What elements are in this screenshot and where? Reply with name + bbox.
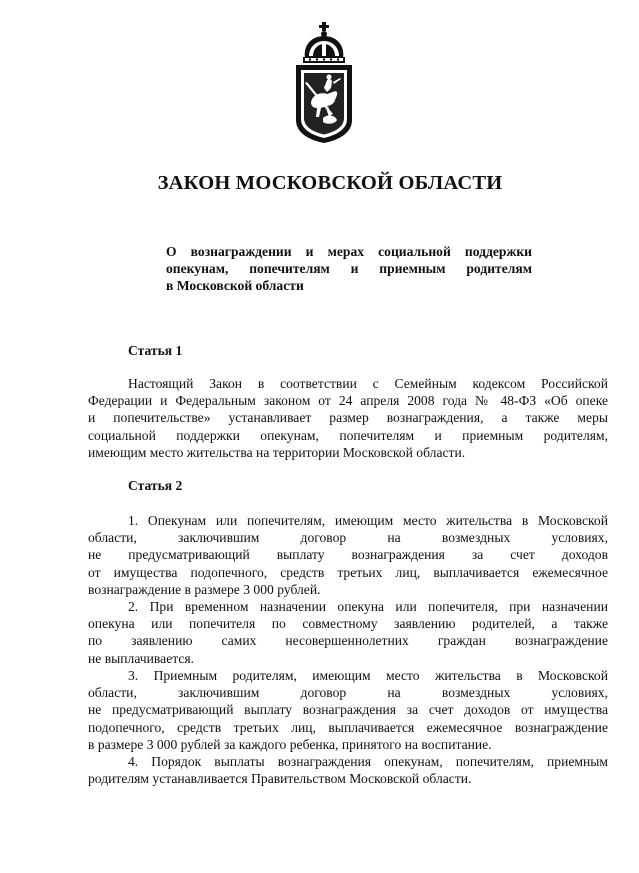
article-1-paragraph [88,375,608,461]
text-line: опекуна или попечителя по совместному заявлению родителей, а также [88,616,608,632]
subtitle-line: в Московской области [166,278,304,293]
text-line: 2. При временном назначении опекуна или попечителя, при назначении [128,599,608,614]
text-line: Федерации и Федеральным законом от 24 апреля 2008 года № 48-ФЗ «Об опеке [88,393,608,409]
text-line: Настоящий Закон в соответствии с Семейным кодексом Российской [128,376,608,391]
text-line: вознаграждение в размере 3 000 рублей. [88,581,321,597]
text-line: области, заключившим договор на возмездных условиях, [88,685,608,701]
text-line: в размере 3 000 рублей за каждого ребенка, принятого на воспитание. [88,736,492,752]
text-line: не предусматривающий выплату вознаграждения за счет доходов от имущества [88,702,608,718]
subtitle-line: опекунам, попечителям и приемным родителям [166,261,532,276]
article-2-paragraph [88,667,608,753]
text-line: подопечного, средств третьих лиц, выплачивается ежемесячное вознаграждение [88,719,608,735]
text-line: по заявлению самих несовершеннолетних граждан вознаграждение [88,633,608,649]
subtitle-line: О вознаграждении и мерах социальной поддержки [166,244,532,259]
coat-of-arms-emblem [293,22,355,144]
article-heading: Статья 2 [128,478,183,493]
text-line: не предусматривающий выплату вознаграждения за счет доходов [88,547,608,563]
document-title: ЗАКОН МОСКОВСКОЙ ОБЛАСТИ [157,172,503,194]
text-line: 3. Приемным родителям, имеющим место жительства в Московской [128,668,608,683]
crown-icon [303,22,345,63]
text-line: социальной поддержки опекунам, попечителям и приемным родителям, [88,427,608,443]
article-2-paragraph [88,512,608,598]
text-line: 1. Опекунам или попечителям, имеющим место жительства в Московской [128,513,608,528]
law-subtitle [166,243,532,294]
text-line: от имущества подопечного, средств третьих лиц, выплачивается ежемесячное [88,564,608,580]
text-line: и попечительстве» устанавливает размер вознаграждения, а также меры [88,410,608,426]
article-2-paragraph [88,598,608,667]
text-line: не выплачивается. [88,650,195,666]
text-line: родителям устанавливается Правительством Московской области. [88,771,472,787]
text-line: области, заключившим договор на возмездных условиях, [88,530,608,546]
text-line: 4. Порядок выплаты вознаграждения опекунам, попечителям, приемным [128,754,608,769]
article-heading: Статья 1 [128,343,183,358]
article-2-paragraph [88,753,608,787]
text-line: имеющим место жительства на территории Московской области. [88,444,466,460]
